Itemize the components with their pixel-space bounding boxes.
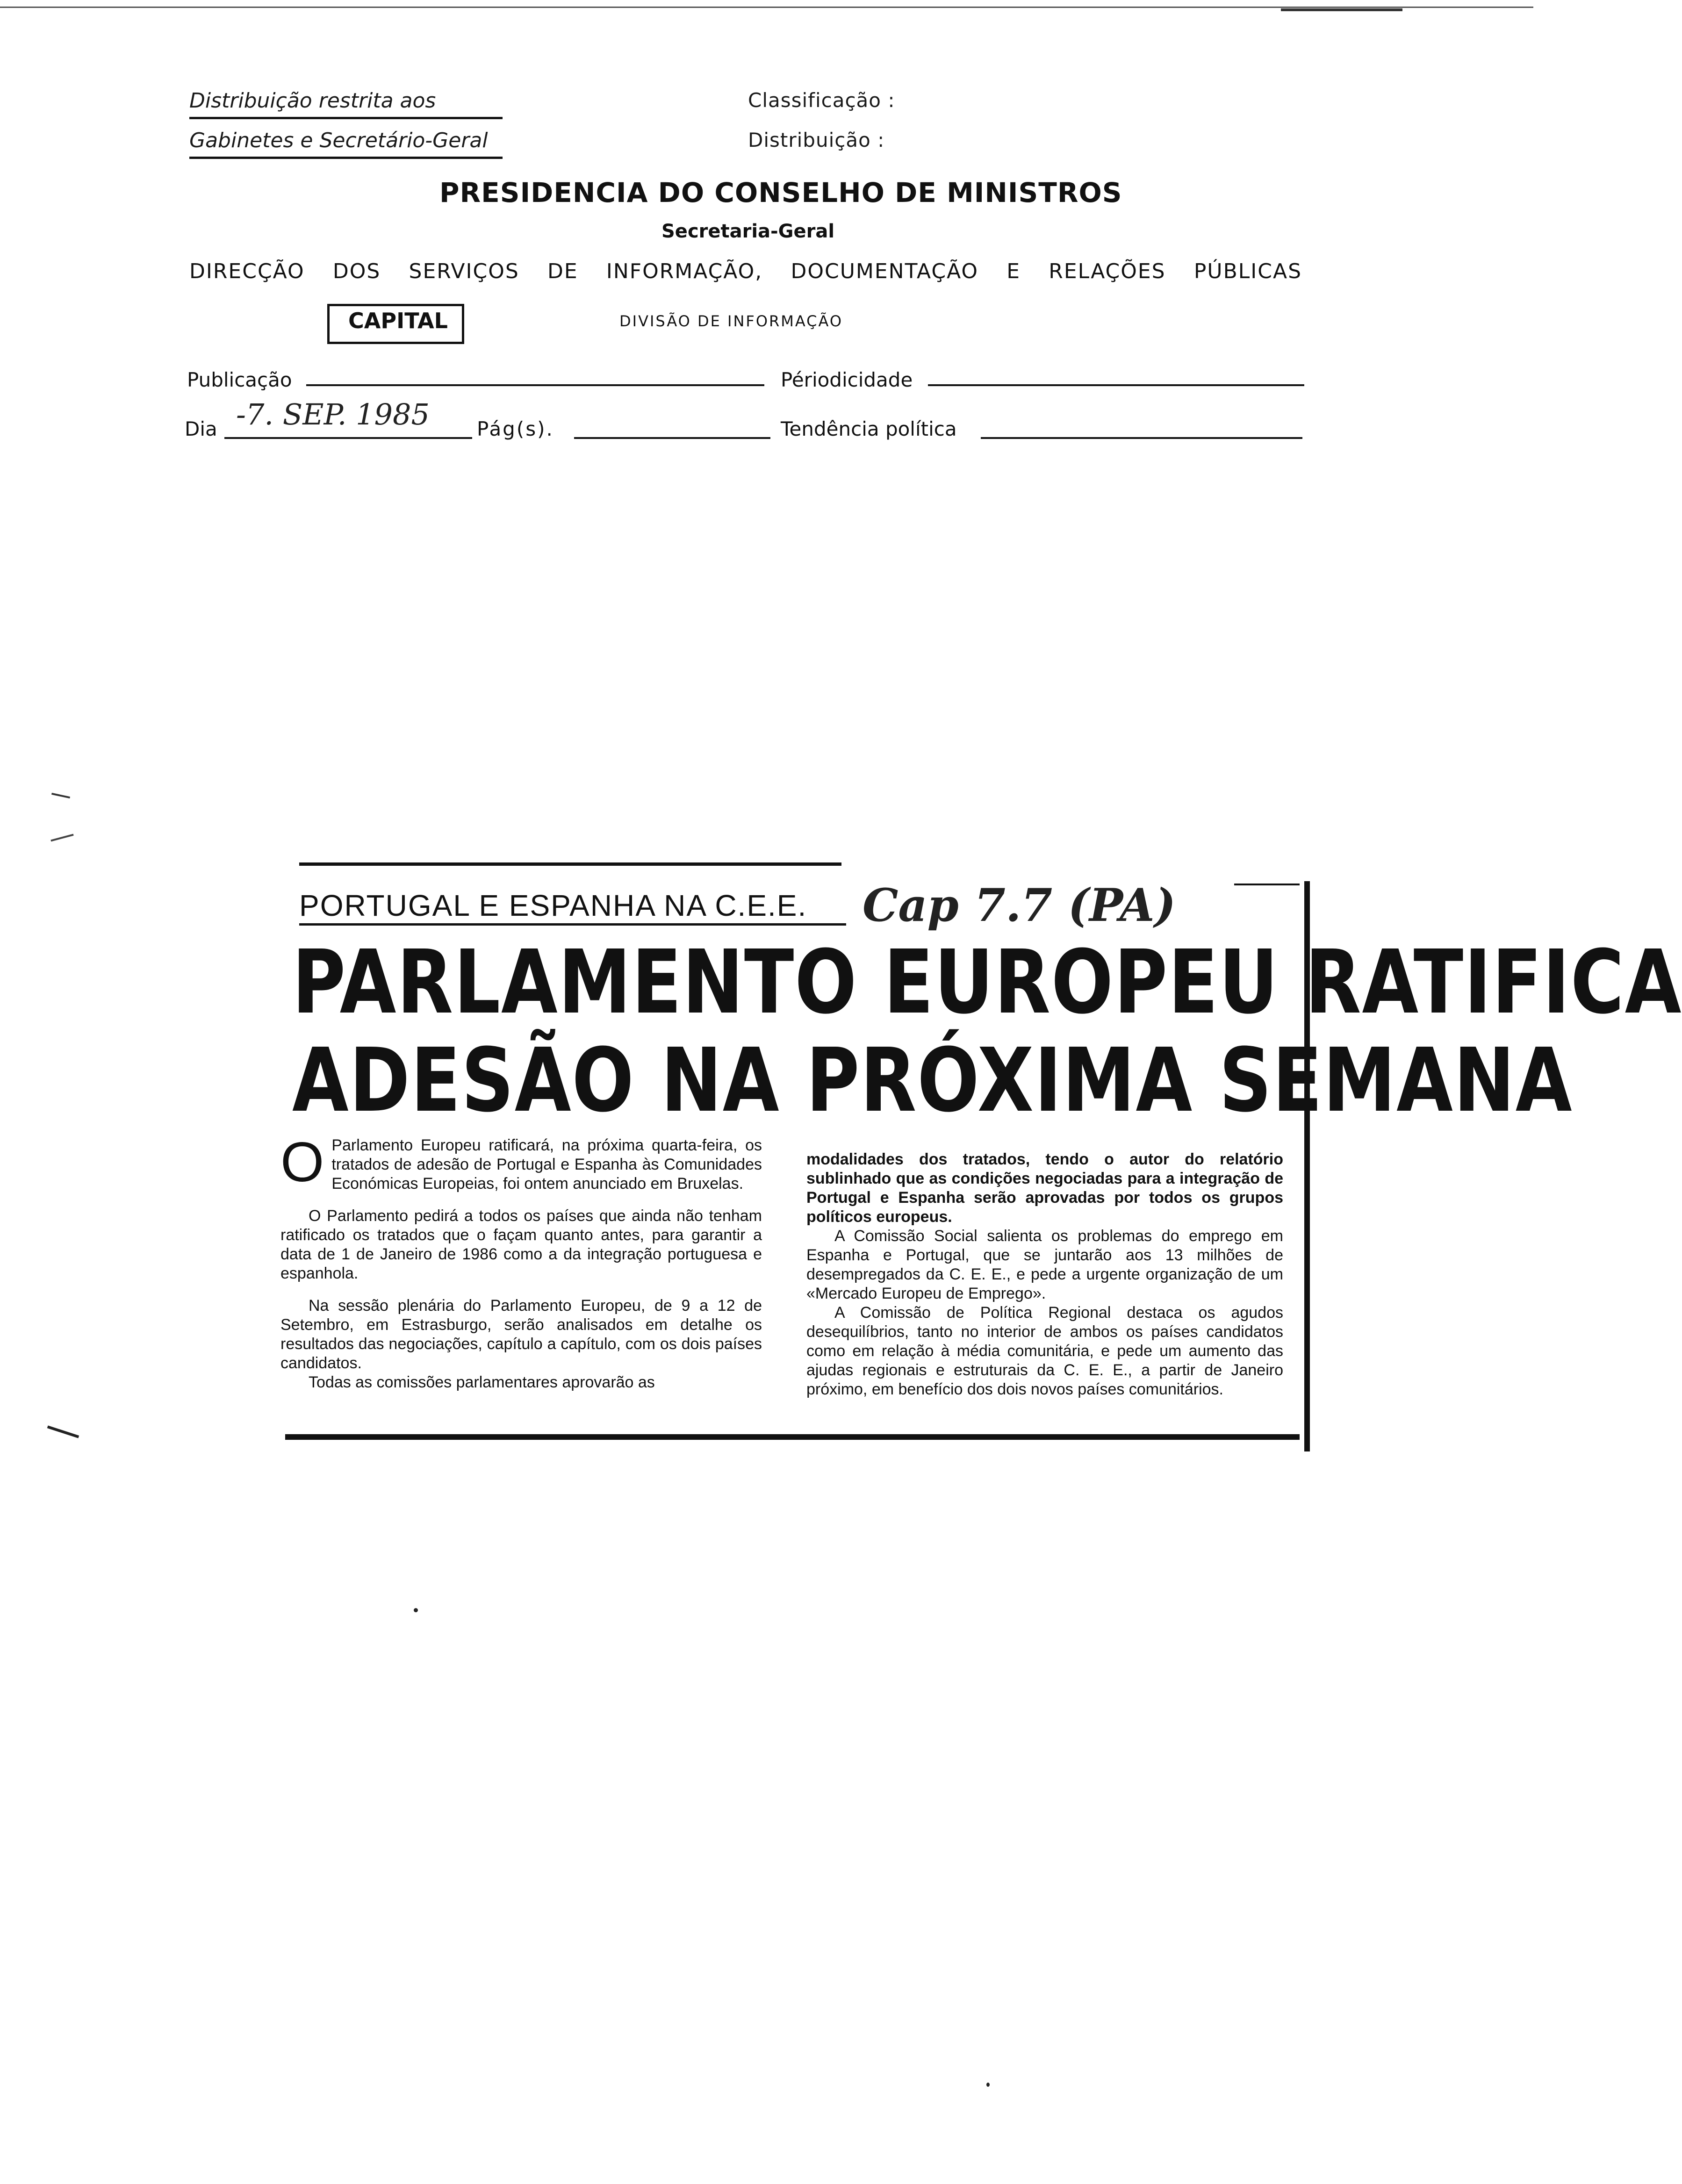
division-label: DIVISÃO DE INFORMAÇÃO <box>619 312 843 330</box>
tendency-label: Tendência política <box>781 417 957 440</box>
day-label: Dia <box>185 417 217 440</box>
article-top-rule <box>299 862 841 866</box>
scan-edge-line <box>0 7 1533 8</box>
scan-dot-1 <box>414 1608 418 1612</box>
left-paragraph: O Parlamento pedirá a todos os países que ainda não tenham ratificado os tratados que o façam quanto antes, para garantir a data de 1 de Janeiro de 1986 como a da integração portuguesa e espanhola. <box>280 1207 762 1282</box>
periodicity-label: Périodicidade <box>781 368 913 391</box>
pages-label: Pág(s). <box>477 417 554 440</box>
pages-line <box>574 437 770 439</box>
article-kicker-underline <box>299 923 846 926</box>
publication-line <box>306 384 764 386</box>
publication-stamp: CAPITAL <box>327 304 464 344</box>
secretariat-title: Secretaria-Geral <box>661 221 835 242</box>
right-paragraph: A Comissão Social salienta os problemas do emprego em Espanha e Portugal, que se juntarão aos 13 milhões de desempregados da C. E. E., e pede a urgente organização de um «Mercado Europeu de Emprego». <box>806 1227 1283 1302</box>
classification-label: Classificação : <box>748 89 895 112</box>
handwritten-reference: Cap 7.7 (PA) <box>863 879 1176 932</box>
article-right-column <box>806 1150 1283 1399</box>
restricted-line-1: Distribuição restrita aos <box>189 89 436 113</box>
day-line <box>224 437 472 439</box>
left-paragraph: Todas as comissões parlamentares aprovarão as <box>309 1373 655 1391</box>
directorate-title: DIRECÇÃO DOS SERVIÇOS DE INFORMAÇÃO, DOCUMENTAÇÃO E RELAÇÕES PÚBLICAS <box>189 259 1302 283</box>
margin-mark-1 <box>51 793 70 798</box>
article-top-rule-right <box>1234 884 1300 885</box>
headline-line-2: ADESÃO NA PRÓXIMA SEMANA <box>292 1029 1573 1132</box>
restricted-underline-2 <box>189 157 503 159</box>
publication-label: Publicação <box>187 368 292 391</box>
margin-mark-2 <box>50 834 73 842</box>
scan-dot-2 <box>986 2083 990 2087</box>
ministry-title: PRESIDENCIA DO CONSELHO DE MINISTROS <box>439 177 1122 208</box>
left-paragraph: Na sessão plenária do Parlamento Europeu, de 9 a 12 de Setembro, em Estrasburgo, serão analisados em detalhe os resultados das negociações, capítulo a capítulo, com os dois países candidatos. <box>280 1297 762 1372</box>
headline-line-1: PARLAMENTO EUROPEU RATIFICA <box>292 931 1682 1034</box>
margin-mark-3 <box>47 1425 79 1438</box>
left-paragraph: Parlamento Europeu ratificará, na próxima quarta-feira, os tratados de adesão de Portugal e Espanha às Comunidades Económicas Europeias, foi ontem anunciado em Bruxelas. <box>331 1136 762 1193</box>
article-dropcap: O <box>280 1131 324 1193</box>
article-left-column <box>280 1131 762 1392</box>
restricted-underline-1 <box>189 117 503 119</box>
right-paragraph: A Comissão de Política Regional destaca os agudos desequilíbrios, tanto no interior de ambos os países candidatos como em relação à média comunitária, e pede um aumento das ajudas regionais e estruturais da C. E. E., a partir de Janeiro próximo, em benefício dos dois novos países comunitários. <box>806 1304 1283 1398</box>
right-paragraph: modalidades dos tratados, tendo o autor do relatório sublinhado que as condições negociadas para a integração de Portugal e Espanha serão aprovadas por todos os grupos políticos europeus. <box>806 1150 1283 1226</box>
article-bottom-rule <box>285 1434 1300 1440</box>
distribution-label: Distribuição : <box>748 129 885 151</box>
scan-edge-mark <box>1281 8 1402 11</box>
restricted-line-2: Gabinetes e Secretário-Geral <box>189 129 488 152</box>
periodicity-line <box>928 384 1304 386</box>
article-kicker: PORTUGAL E ESPANHA NA C.E.E. <box>299 889 807 922</box>
day-value: -7. SEP. 1985 <box>236 397 430 431</box>
tendency-line <box>981 437 1302 439</box>
